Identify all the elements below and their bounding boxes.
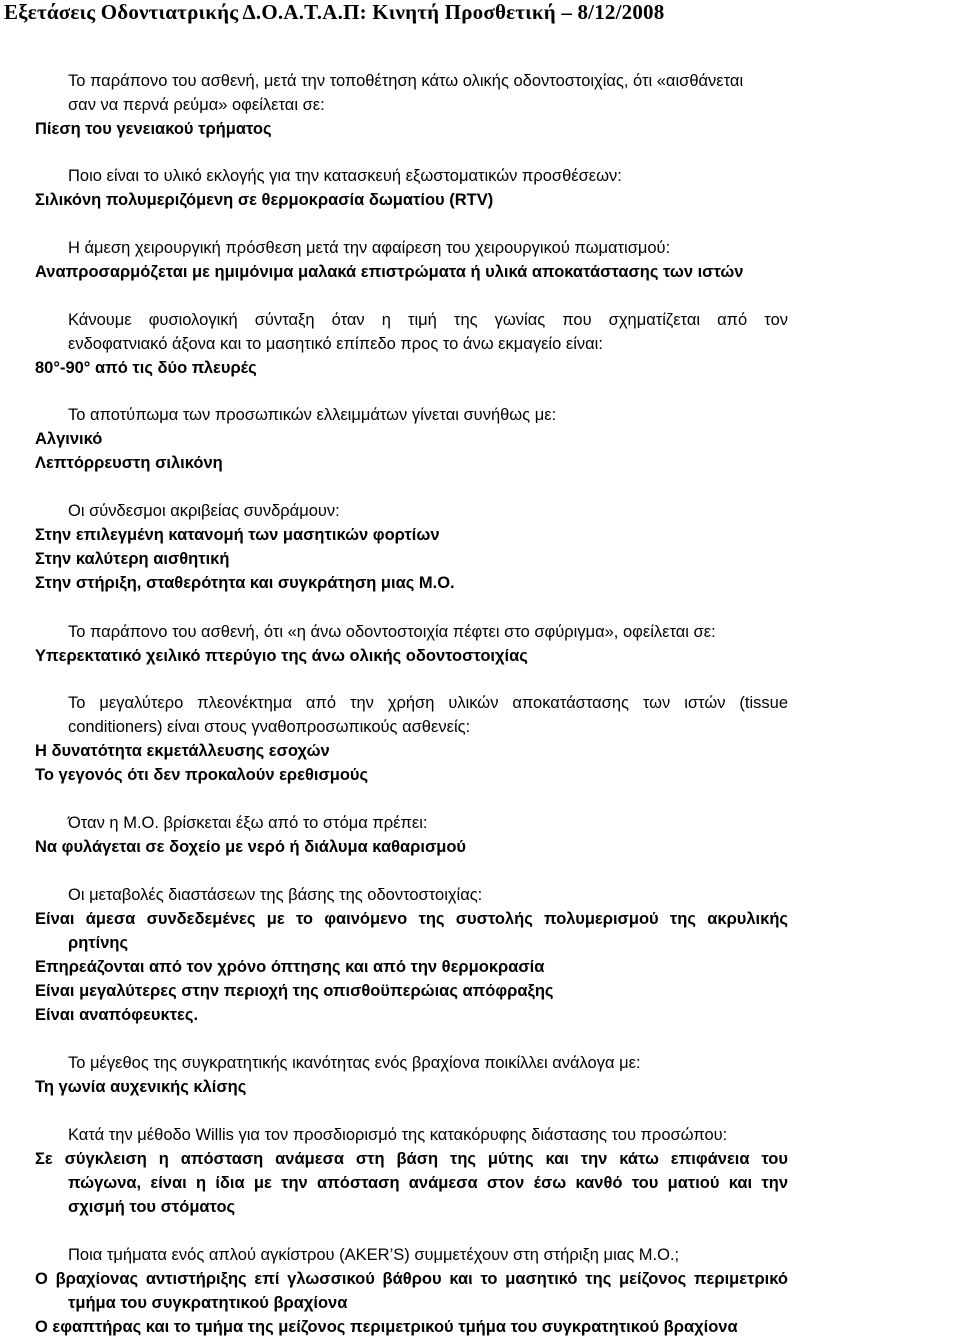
question-3-line-1: Η άμεση χειρουργική πρόσθεση μετά την αφαίρεση του χειρουργικού πωματισμού: <box>68 239 671 257</box>
question-8-line-1: Το μεγαλύτερο πλεονέκτημα από την χρήση υλικών αποκατάστασης των ιστών (tissue <box>68 694 788 712</box>
question-4-line-2: ενδοφατνιακό άξονα και το μασητικό επίπεδο προς το άνω εκμαγείο είναι: <box>68 335 603 353</box>
question-10-line-1: Οι μεταβολές διαστάσεων της βάσης της οδοντοστοιχίας: <box>68 886 483 904</box>
answer-13-line-3: Ο εφαπτήρας και το τμήμα της μείζονος περιμετρικού τμήμα του συγκρατητικού βραχίονα <box>35 1318 738 1336</box>
answer-13-line-1: Ο βραχίονας αντιστήριξης επί γλωσσικού βάθρου και το μασητικό της μείζονος περιμετρικό <box>35 1270 788 1288</box>
answer-2-line-1: Σιλικόνη πολυμεριζόμενη σε θερμοκρασία δωματίου (RTV) <box>35 191 494 209</box>
page-header: Εξετάσεις Οδοντιατρικής Δ.Ο.Α.Τ.Α.Π: Κινητή Προσθετική – 8/12/2008 <box>4 0 665 24</box>
question-4-line-1: Κάνουμε φυσιολογική σύνταξη όταν η τιμή της γωνίας που σχηματίζεται από τον <box>68 311 788 329</box>
question-1-line-1: Το παράπονο του ασθενή, μετά την τοποθέτηση κάτω ολικής οδοντοστοιχίας, ότι «αισθάνεται <box>68 72 744 90</box>
question-13-line-1: Ποια τμήματα ενός απλού αγκίστρου (AKER’S) συμμετέχουν στη στήριξη μιας Μ.Ο.; <box>68 1246 680 1264</box>
answer-9-line-1: Να φυλάγεται σε δοχείο με νερό ή διάλυμα καθαρισμού <box>35 838 467 856</box>
answer-8-line-1: Η δυνατότητα εκμετάλλευσης εσοχών <box>35 742 330 760</box>
answer-4-line-1: 80°-90° από τις δύο πλευρές <box>35 359 257 377</box>
answer-6-line-1: Στην επιλεγμένη κατανομή των μασητικών φορτίων <box>35 526 440 544</box>
answer-10-line-2: ρητίνης <box>68 934 129 952</box>
question-7-line-1: Το παράπονο του ασθενή, ότι «η άνω οδοντοστοιχία πέφτει στο σφύριγμα», οφείλεται σε: <box>68 623 716 641</box>
answer-11-line-1: Τη γωνία αυχενικής κλίσης <box>35 1078 247 1096</box>
answer-8-line-2: Το γεγονός ότι δεν προκαλούν ερεθισμούς <box>35 766 369 784</box>
question-12-line-1: Κατά την μέθοδο Willis για τον προσδιορισμό της κατακόρυφης διάστασης του προσώπου: <box>68 1126 728 1144</box>
answer-12-line-3: σχισμή του στόματος <box>68 1198 236 1216</box>
question-8-line-2: conditioners) είναι στους γναθοπροσωπικούς ασθενείς: <box>68 718 471 736</box>
answer-5-line-2: Λεπτόρρευστη σιλικόνη <box>35 454 223 472</box>
answer-12-line-1: Σε σύγκλειση η απόσταση ανάμεσα στη βάση της μύτης και την κάτω επιφάνεια του <box>35 1150 788 1168</box>
question-2-line-1: Ποιο είναι το υλικό εκλογής για την κατασκευή εξωστοματικών προσθέσεων: <box>68 167 622 185</box>
answer-13-line-2: τμήμα του συγκρατητικού βραχίονα <box>68 1294 348 1312</box>
answer-3-line-1: Αναπροσαρμόζεται με ημιμόνιμα μαλακά επιστρώματα ή υλικά αποκατάστασης των ιστών <box>35 263 744 281</box>
answer-10-line-1: Είναι άμεσα συνδεδεμένες με το φαινόμενο της συστολής πολυμερισμού της ακρυλικής <box>35 910 788 928</box>
question-11-line-1: Το μέγεθος της συγκρατητικής ικανότητας ενός βραχίονα ποικίλλει ανάλογα με: <box>68 1054 641 1072</box>
answer-10-line-5: Είναι αναπόφευκτες. <box>35 1006 199 1024</box>
answer-6-line-2: Στην καλύτερη αισθητική <box>35 550 230 568</box>
answer-12-line-2: πώγωνα, είναι η ίδια με την απόσταση ανάμεσα στον έσω κανθό του ματιού και την <box>68 1174 788 1192</box>
question-9-line-1: Όταν η Μ.Ο. βρίσκεται έξω από το στόμα πρέπει: <box>68 814 428 832</box>
answer-6-line-3: Στην στήριξη, σταθερότητα και συγκράτηση μιας Μ.Ο. <box>35 574 455 592</box>
answer-1-line-1: Πίεση του γενειακού τρήματος <box>35 120 272 138</box>
question-1-line-2: σαν να περνά ρεύμα» οφείλεται σε: <box>68 96 325 114</box>
answer-10-line-3: Επηρεάζονται από τον χρόνο όπτησης και από την θερμοκρασία <box>35 958 545 976</box>
answer-5-line-1: Αλγινικό <box>35 430 103 448</box>
question-5-line-1: Το αποτύπωμα των προσωπικών ελλειμμάτων γίνεται συνήθως με: <box>68 406 557 424</box>
question-6-line-1: Οι σύνδεσμοι ακριβείας συνδράμουν: <box>68 502 340 520</box>
answer-7-line-1: Υπερεκτατικό χειλικό πτερύγιο της άνω ολικής οδοντοστοιχίας <box>35 647 528 665</box>
answer-10-line-4: Είναι μεγαλύτερες στην περιοχή της οπισθοϋπερώιας απόφραξης <box>35 982 554 1000</box>
